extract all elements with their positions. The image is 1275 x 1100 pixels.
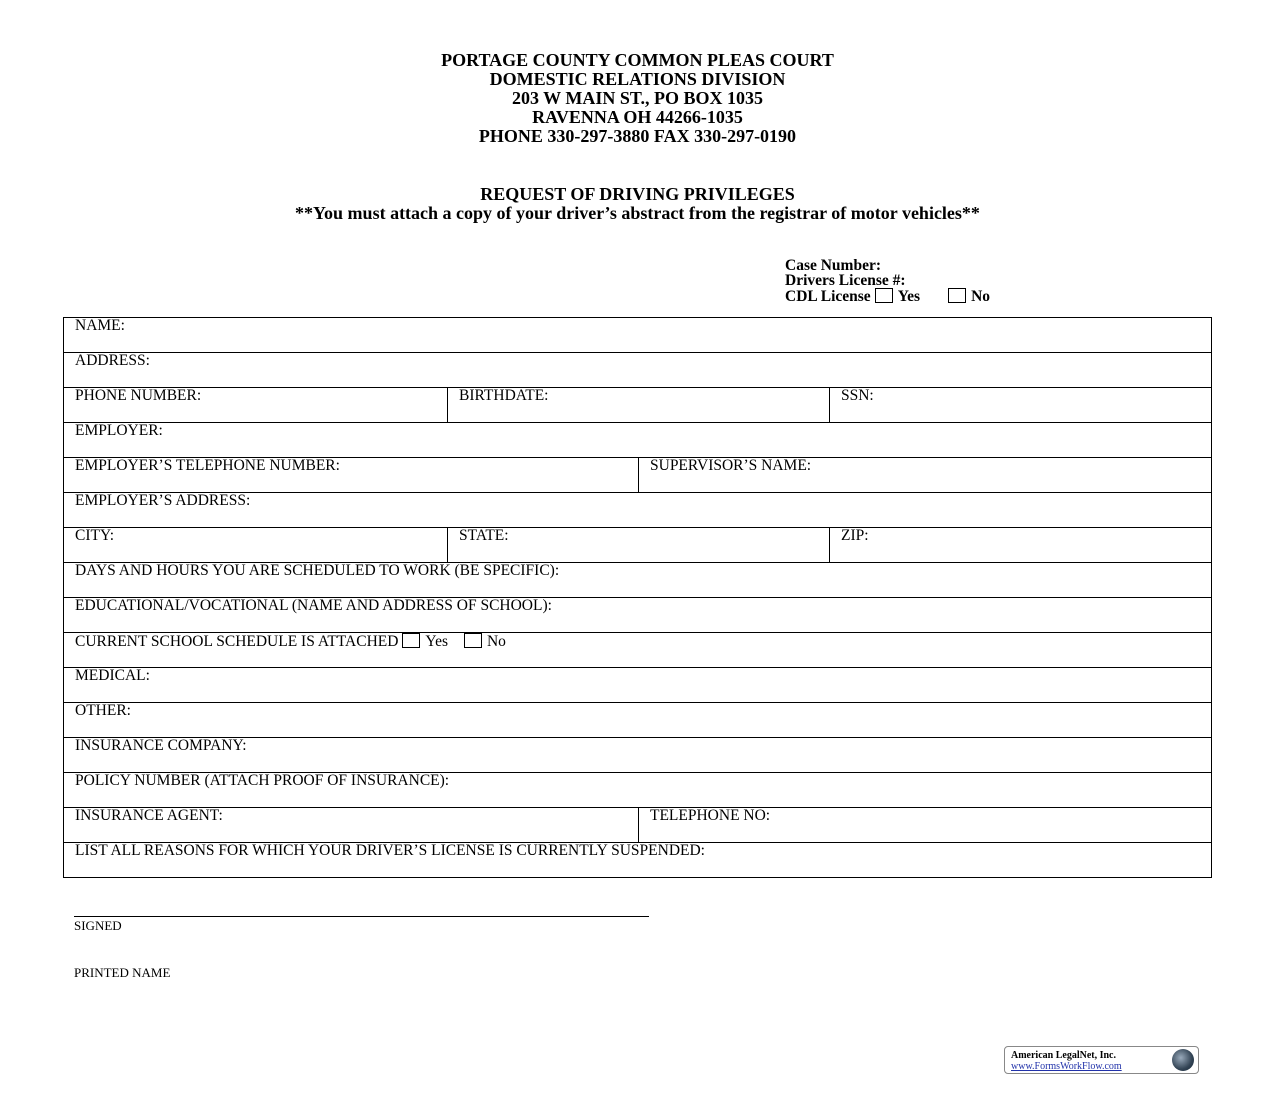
school-yes-label: Yes xyxy=(425,633,448,650)
legalnet-logo xyxy=(1004,1046,1199,1074)
form-field[interactable]: STATE: xyxy=(447,528,829,562)
form-field[interactable]: INSURANCE COMPANY: xyxy=(75,737,247,754)
header-line: RAVENNA OH 44266-1035 xyxy=(532,107,743,127)
cdl-no-checkbox[interactable] xyxy=(948,288,966,303)
form-row xyxy=(64,737,1211,772)
case-number-label: Case Number: xyxy=(785,257,881,274)
form-title: REQUEST OF DRIVING PRIVILEGES xyxy=(480,184,795,204)
form-row xyxy=(64,492,1211,527)
school-no-label: No xyxy=(486,633,506,650)
form-row xyxy=(64,772,1211,807)
form-row xyxy=(64,422,1211,457)
form-field[interactable]: DAYS AND HOURS YOU ARE SCHEDULED TO WORK (BE SPECIFIC): xyxy=(75,562,560,579)
form-row xyxy=(64,387,1211,422)
form-row xyxy=(64,842,1211,877)
school-yes-checkbox[interactable] xyxy=(402,633,420,648)
form-field[interactable]: SUPERVISOR’S NAME: xyxy=(638,458,1211,492)
form-field[interactable]: ZIP: xyxy=(829,528,1211,562)
form-field[interactable]: BIRTHDATE: xyxy=(447,388,829,422)
form-row xyxy=(64,352,1211,387)
notice: **You must attach a copy of your driver’s abstract from the registrar of motor vehicles** xyxy=(295,203,980,223)
form-field[interactable]: SSN: xyxy=(829,388,1211,422)
cdl-label: CDL License xyxy=(785,288,871,305)
school-schedule-field xyxy=(64,633,1211,667)
logo-link[interactable]: www.FormsWorkFlow.com xyxy=(1011,1061,1122,1072)
case-info xyxy=(785,258,990,304)
form-field[interactable]: INSURANCE AGENT: xyxy=(75,807,223,824)
form-row xyxy=(64,667,1211,702)
header-line: DOMESTIC RELATIONS DIVISION xyxy=(489,69,786,89)
header-line: PHONE 330-297-3880 FAX 330-297-0190 xyxy=(478,126,797,146)
school-no-checkbox[interactable] xyxy=(464,633,482,648)
form-field[interactable]: LIST ALL REASONS FOR WHICH YOUR DRIVER’S LICENSE IS CURRENTLY SUSPENDED: xyxy=(75,842,705,859)
form-row xyxy=(64,702,1211,737)
form-row xyxy=(64,457,1211,492)
form-field[interactable]: NAME: xyxy=(75,317,125,334)
form-field[interactable]: EDUCATIONAL/VOCATIONAL (NAME AND ADDRESS OF SCHOOL): xyxy=(75,597,552,614)
school-schedule-label: CURRENT SCHOOL SCHEDULE IS ATTACHED xyxy=(75,633,399,650)
form-field[interactable]: ADDRESS: xyxy=(75,352,150,369)
form-row xyxy=(64,807,1211,842)
application-table xyxy=(63,317,1212,878)
form-field[interactable]: EMPLOYER’S ADDRESS: xyxy=(75,492,251,509)
form-field[interactable]: POLICY NUMBER (ATTACH PROOF OF INSURANCE): xyxy=(75,772,450,789)
header-line: PORTAGE COUNTY COMMON PLEAS COURT xyxy=(441,50,834,70)
signed-label: SIGNED xyxy=(74,918,122,933)
court-header xyxy=(0,51,1275,146)
form-field[interactable]: OTHER: xyxy=(75,702,131,719)
drivers-license-label: Drivers License #: xyxy=(785,272,906,289)
form-row xyxy=(64,527,1211,562)
form-row xyxy=(64,318,1211,352)
form-row xyxy=(64,597,1211,632)
form-field[interactable]: EMPLOYER: xyxy=(75,422,163,439)
printed-name-label: PRINTED NAME xyxy=(74,965,171,980)
cdl-yes-label: Yes xyxy=(897,288,921,305)
form-field[interactable]: MEDICAL: xyxy=(75,667,150,684)
form-field[interactable]: PHONE NUMBER: xyxy=(75,387,202,404)
school-schedule-row xyxy=(64,632,1211,667)
form-field[interactable]: CITY: xyxy=(75,527,115,544)
header-line: 203 W MAIN ST., PO BOX 1035 xyxy=(511,88,764,108)
cdl-no-label: No xyxy=(971,288,991,305)
logo-name: American LegalNet, Inc. xyxy=(1011,1050,1116,1061)
globe-icon xyxy=(1172,1049,1194,1071)
form-row xyxy=(64,562,1211,597)
form-field[interactable]: EMPLOYER’S TELEPHONE NUMBER: xyxy=(75,457,340,474)
cdl-yes-checkbox[interactable] xyxy=(875,288,893,303)
signature-line[interactable] xyxy=(74,916,649,917)
form-field[interactable]: TELEPHONE NO: xyxy=(638,808,1211,842)
